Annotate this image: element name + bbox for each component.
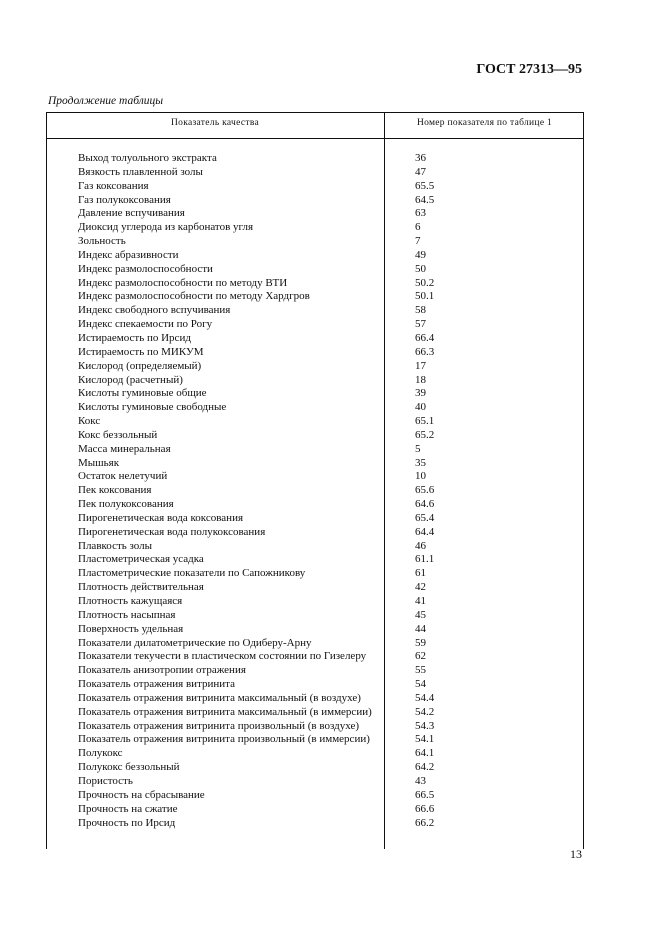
table-row bbox=[0, 498, 661, 512]
quality-index-name: Вязкость плавленной золы bbox=[78, 165, 203, 178]
index-number: 43 bbox=[415, 774, 426, 787]
index-number: 41 bbox=[415, 595, 426, 607]
table-row bbox=[0, 415, 661, 429]
table-header-divider bbox=[46, 138, 584, 139]
table-row bbox=[0, 318, 661, 332]
quality-index-name: Полукокс bbox=[78, 747, 123, 760]
quality-index-name: Индекс свободного вспучивания bbox=[78, 304, 231, 317]
table-row bbox=[0, 290, 661, 304]
quality-index-name: Показатель анизотропии отражения bbox=[78, 664, 246, 677]
quality-index-name: Газ полукоксования bbox=[78, 193, 171, 206]
index-number: 35 bbox=[415, 456, 426, 469]
index-number: 44 bbox=[415, 622, 426, 635]
table-row bbox=[0, 789, 661, 803]
table-row bbox=[0, 470, 661, 484]
quality-index-name: Зольность bbox=[78, 235, 126, 248]
table-row bbox=[0, 512, 661, 526]
index-number: 66.3 bbox=[415, 345, 435, 358]
index-number: 46 bbox=[415, 539, 426, 552]
index-number: 50.2 bbox=[415, 276, 435, 289]
quality-index-name: Индекс размолоспособности по методу ВТИ bbox=[78, 276, 288, 289]
table-row bbox=[0, 706, 661, 720]
column-header-index-number: Номер показателя по таблице 1 bbox=[416, 118, 553, 128]
quality-index-name: Пористость bbox=[78, 774, 133, 787]
table-row bbox=[0, 304, 661, 318]
quality-index-name: Прочность на сжатие bbox=[78, 802, 178, 815]
quality-index-name: Давление вспучивания bbox=[78, 207, 185, 220]
quality-index-name: Кислород (определяемый) bbox=[78, 359, 202, 372]
table-continuation-caption: Продолжение таблицы bbox=[48, 95, 164, 107]
table-row bbox=[0, 443, 661, 457]
index-number: 54.3 bbox=[415, 719, 435, 732]
index-number: 65.5 bbox=[415, 179, 435, 192]
quality-index-name: Показатель отражения витринита произвольный (в воздухе) bbox=[78, 719, 359, 732]
quality-index-name: Индекс размолоспособности по методу Хардгров bbox=[78, 290, 310, 303]
index-number: 54 bbox=[415, 678, 426, 691]
index-number: 47 bbox=[415, 165, 426, 178]
index-number: 64.6 bbox=[415, 498, 435, 511]
index-number: 58 bbox=[415, 304, 426, 317]
table-row bbox=[0, 581, 661, 595]
index-number: 50 bbox=[415, 262, 426, 275]
quality-index-name: Показатель отражения витринита максимальный (в воздухе) bbox=[78, 691, 361, 704]
quality-index-name: Мышьяк bbox=[78, 456, 120, 469]
index-number: 64.2 bbox=[415, 761, 435, 774]
index-number: 45 bbox=[415, 608, 426, 621]
index-number: 54.1 bbox=[415, 733, 435, 746]
table-row bbox=[0, 235, 661, 249]
table-row bbox=[0, 567, 661, 581]
index-number: 50.1 bbox=[415, 290, 435, 303]
index-number: 61 bbox=[415, 567, 426, 580]
table-row bbox=[0, 207, 661, 221]
index-number: 54.2 bbox=[415, 705, 435, 718]
index-number: 59 bbox=[415, 636, 426, 649]
index-number: 42 bbox=[415, 581, 426, 594]
table-row bbox=[0, 152, 661, 166]
index-number: 66.6 bbox=[415, 802, 435, 815]
table-row bbox=[0, 720, 661, 734]
table-row bbox=[0, 484, 661, 498]
quality-index-name: Полукокс беззольный bbox=[78, 761, 180, 774]
table-row bbox=[0, 221, 661, 235]
quality-index-name: Газ коксования bbox=[78, 179, 149, 192]
quality-index-name: Кислоты гуминовые свободные bbox=[78, 401, 227, 414]
standard-number: ГОСТ 27313—95 bbox=[476, 62, 582, 77]
quality-index-name: Истираемость по МИКУМ bbox=[78, 345, 204, 358]
table-row bbox=[0, 803, 661, 817]
quality-index-name: Выход толуольного экстракта bbox=[78, 152, 217, 164]
table-row bbox=[0, 346, 661, 360]
quality-index-name: Пек полукоксования bbox=[78, 498, 174, 511]
quality-index-name: Кислород (расчетный) bbox=[78, 373, 183, 386]
table-row bbox=[0, 360, 661, 374]
table-row bbox=[0, 249, 661, 263]
quality-index-name: Индекс спекаемости по Рогу bbox=[78, 318, 213, 331]
quality-index-name: Индекс размолоспособности bbox=[78, 262, 213, 275]
quality-index-name: Кокс bbox=[78, 415, 101, 428]
index-number: 65.6 bbox=[415, 484, 435, 497]
quality-index-name: Прочность по Ирсид bbox=[78, 816, 176, 829]
index-number: 66.5 bbox=[415, 788, 435, 801]
index-number: 64.5 bbox=[415, 193, 435, 206]
index-number: 64.4 bbox=[415, 525, 435, 538]
table-row bbox=[0, 180, 661, 194]
quality-index-name: Показатель отражения витринита bbox=[78, 678, 235, 691]
table-row bbox=[0, 692, 661, 706]
table-row bbox=[0, 166, 661, 180]
quality-index-name: Остаток нелетучий bbox=[78, 470, 168, 483]
table-row bbox=[0, 457, 661, 471]
index-number: 55 bbox=[415, 664, 426, 677]
index-number: 65.4 bbox=[415, 511, 435, 524]
index-number: 40 bbox=[415, 401, 426, 414]
table-row bbox=[0, 664, 661, 678]
table-row bbox=[0, 263, 661, 277]
quality-index-name: Кислоты гуминовые общие bbox=[78, 387, 207, 400]
quality-index-name: Пирогенетическая вода полукоксования bbox=[78, 525, 266, 538]
index-number: 66.4 bbox=[415, 331, 435, 344]
index-number: 66.2 bbox=[415, 816, 435, 829]
index-number: 17 bbox=[415, 359, 426, 372]
quality-index-name: Показатели текучести в пластическом состоянии по Гизелеру bbox=[78, 650, 367, 663]
index-number: 5 bbox=[415, 442, 421, 455]
quality-index-name: Пластометрические показатели по Сапожникову bbox=[78, 567, 306, 580]
table-row bbox=[0, 637, 661, 651]
quality-index-name: Прочность на сбрасывание bbox=[78, 788, 205, 801]
quality-index-name: Кокс беззольный bbox=[78, 428, 158, 441]
table-row bbox=[0, 540, 661, 554]
index-number: 49 bbox=[415, 248, 426, 261]
quality-index-name: Показатели дилатометрические по Одиберу-Арну bbox=[78, 636, 312, 649]
table-row bbox=[0, 817, 661, 831]
index-number: 57 bbox=[415, 318, 426, 331]
table-row bbox=[0, 678, 661, 692]
quality-index-name: Пластометрическая усадка bbox=[78, 553, 204, 566]
table-row bbox=[0, 595, 661, 609]
index-number: 61.1 bbox=[415, 553, 435, 566]
quality-index-name: Показатель отражения витринита максимальный (в иммерсии) bbox=[78, 705, 372, 718]
table-body bbox=[0, 152, 661, 830]
quality-index-name: Пирогенетическая вода коксования bbox=[78, 511, 244, 524]
index-number: 65.2 bbox=[415, 428, 435, 441]
table-top-border bbox=[46, 112, 584, 113]
table-row bbox=[0, 747, 661, 761]
index-number: 36 bbox=[415, 152, 426, 164]
table-row bbox=[0, 194, 661, 208]
table-row bbox=[0, 401, 661, 415]
quality-index-name: Диоксид углерода из карбонатов угля bbox=[78, 221, 254, 234]
table-row bbox=[0, 775, 661, 789]
table-row bbox=[0, 733, 661, 747]
index-number: 64.1 bbox=[415, 747, 435, 760]
quality-index-name: Плотность действительная bbox=[78, 581, 204, 594]
column-header-quality-index: Показатель качества bbox=[170, 118, 260, 128]
quality-index-name: Масса минеральная bbox=[78, 442, 171, 455]
table-row bbox=[0, 429, 661, 443]
quality-index-name: Плотность насыпная bbox=[78, 608, 176, 621]
table-row bbox=[0, 761, 661, 775]
quality-index-name: Плотность кажущаяся bbox=[78, 595, 183, 607]
quality-index-name: Плавкость золы bbox=[78, 539, 153, 552]
table-row bbox=[0, 623, 661, 637]
index-number: 63 bbox=[415, 207, 426, 220]
quality-index-name: Индекс абразивности bbox=[78, 248, 179, 261]
index-number: 39 bbox=[415, 387, 426, 400]
table-row bbox=[0, 609, 661, 623]
quality-index-name: Показатель отражения витринита произвольный (в иммерсии) bbox=[78, 733, 370, 746]
index-number: 18 bbox=[415, 373, 426, 386]
page-number: 13 bbox=[570, 847, 582, 861]
index-number: 6 bbox=[415, 221, 421, 234]
table-row bbox=[0, 374, 661, 388]
table-row bbox=[0, 277, 661, 291]
table-row bbox=[0, 650, 661, 664]
table-row bbox=[0, 332, 661, 346]
quality-index-name: Истираемость по Ирсид bbox=[78, 331, 191, 344]
index-number: 54.4 bbox=[415, 691, 435, 704]
table-row bbox=[0, 387, 661, 401]
index-number: 65.1 bbox=[415, 415, 435, 428]
table-row bbox=[0, 553, 661, 567]
index-number: 62 bbox=[415, 650, 426, 663]
quality-index-name: Поверхность удельная bbox=[78, 622, 184, 635]
quality-index-name: Пек коксования bbox=[78, 484, 152, 497]
table-row bbox=[0, 526, 661, 540]
index-number: 7 bbox=[415, 235, 421, 248]
index-number: 10 bbox=[415, 470, 426, 483]
